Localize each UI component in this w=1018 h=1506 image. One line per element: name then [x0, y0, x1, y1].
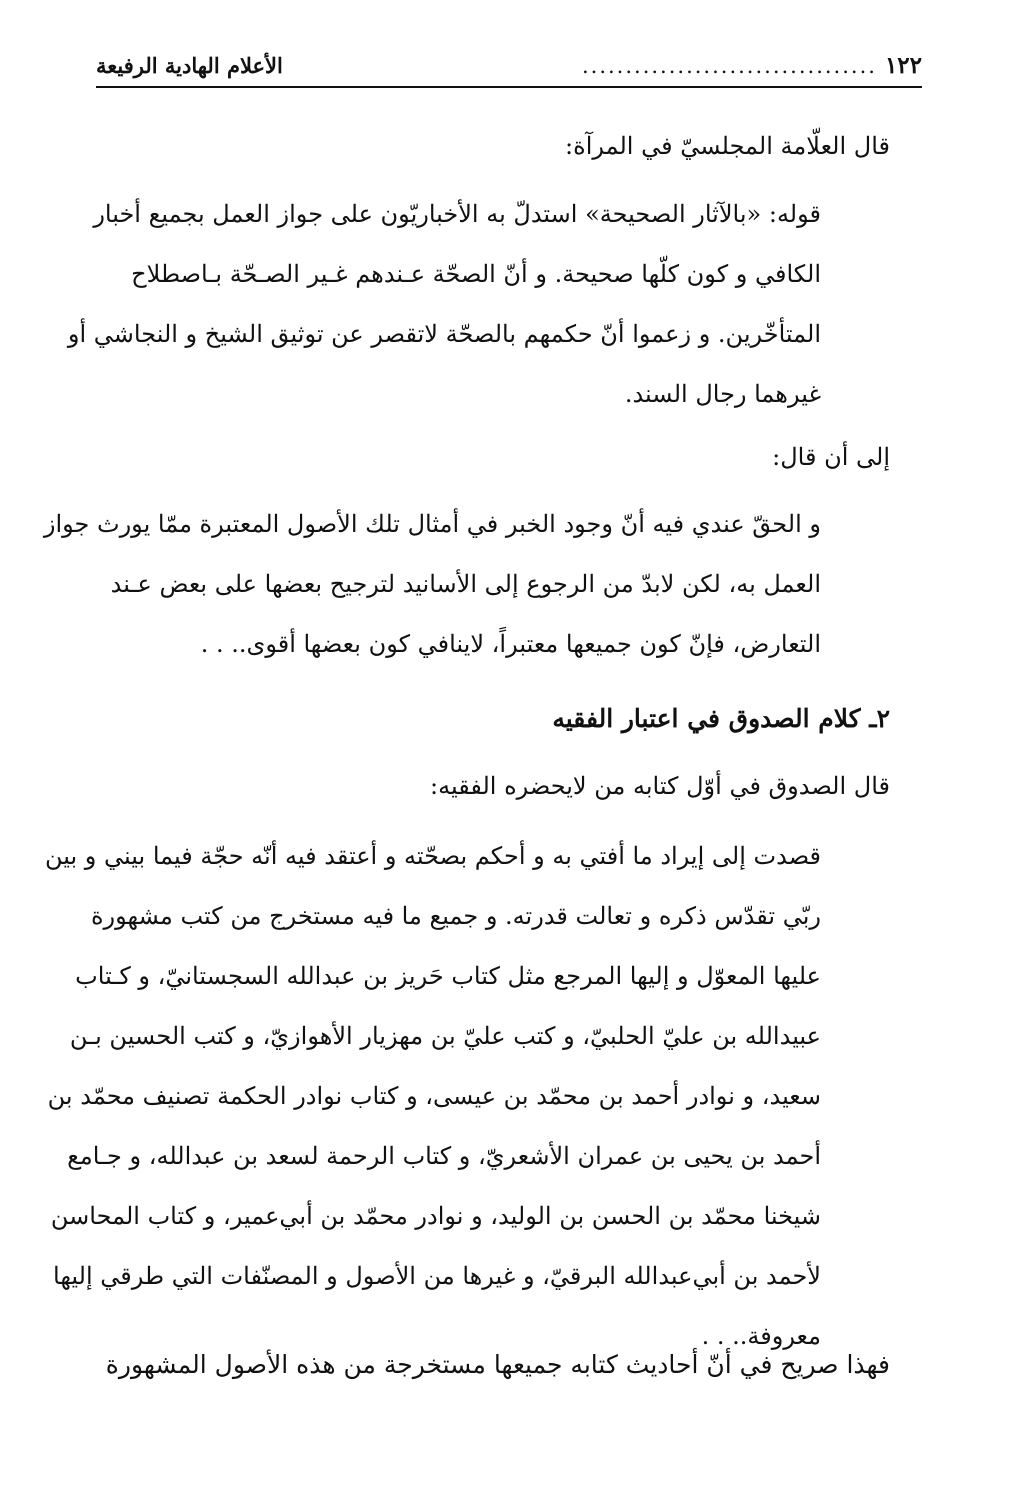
page-number: ١٢٢ [884, 52, 922, 79]
header-leader-dots: .................................. [581, 54, 877, 78]
book-title: الأعلام الهادية الرفيعة [96, 53, 283, 78]
quote-line: قصدت إلى إيراد ما أفتي به و أحكم بصحّته و أعتقد فيه أنّه حجّة فيما بيني و بين [44, 842, 821, 870]
intro-majlisi: قال العلّامة المجلسيّ في المرآة: [565, 132, 890, 160]
quote-line: شيخنا محمّد بن الحسن بن الوليد، و نوادر محمّد بن أبي‌عمير، و كتاب المحاسن [50, 1202, 821, 1230]
section-heading: ٢ـ كلام الصدوق في اعتبار الفقيه [552, 704, 890, 733]
quote-saduq [44, 826, 821, 1366]
quote-line: غيرهما رجال السند. [624, 380, 821, 408]
quote-line: قوله: «بالآثار الصحيحة» استدلّ به الأخباريّون على جواز العمل بجميع أخبار [93, 200, 821, 228]
quote-line: ربّي تقدّس ذكره و تعالت قدرته. و جميع ما فيه مستخرج من كتب مشهورة [90, 902, 821, 930]
quote-line: و الحقّ عندي فيه أنّ وجود الخبر في أمثال تلك الأصول المعتبرة ممّا يورث جواز [43, 510, 821, 538]
quote-line: عبيدالله بن عليّ الحلبيّ، و كتب عليّ بن مهزيار الأهوازيّ، و كتب الحسين بـن [69, 1022, 821, 1050]
running-header [96, 44, 922, 88]
intro-ila-an-qal: إلى أن قال: [772, 443, 890, 471]
quote-line: أحمد بن يحيى بن عمران الأشعريّ، و كتاب الرحمة لسعد بن عبدالله، و جـامع [67, 1142, 821, 1170]
quote-line: عليها المعوّل و إليها المرجع مثل كتاب حَريز بن عبدالله السجستانيّ، و كـتاب [75, 962, 821, 990]
quote-line: التعارض، فإنّ كون جميعها معتبراً، لاينافي كون بعضها أقوى.. . . [200, 630, 821, 658]
quote-line: لأحمد بن أبي‌عبدالله البرقيّ، و غيرها من الأصول و المصنّفات التي طرقي إليها [53, 1262, 821, 1290]
quote-line: الكافي و كون كلّها صحيحة. و أنّ الصحّة عـندهم غـير الصـحّة بـاصطلاح [131, 260, 821, 288]
intro-saduq: قال الصدوق في أوّل كتابه من لايحضره الفقيه: [430, 772, 890, 800]
quote-line: المتأخّرين. و زعموا أنّ حكمهم بالصحّة لاتقصر عن توثيق الشيخ و النجاشي أو [67, 320, 821, 348]
quote-line: سعيد، و نوادر أحمد بن محمّد بن عيسى، و كتاب نوادر الحكمة تصنيف محمّد بن [47, 1082, 821, 1110]
quote-majlisi-2 [43, 494, 821, 674]
quote-line: معروفة.. . . [701, 1322, 821, 1350]
quote-line: العمل به، لكن لابدّ من الرجوع إلى الأسانيد لترجيح بعضها على بعض عـند [110, 570, 821, 598]
closing-line: فهذا صريح في أنّ أحاديث كتابه جميعها مستخرجة من هذه الأصول المشهورة [105, 1350, 890, 1379]
quote-majlisi-1 [67, 184, 821, 424]
